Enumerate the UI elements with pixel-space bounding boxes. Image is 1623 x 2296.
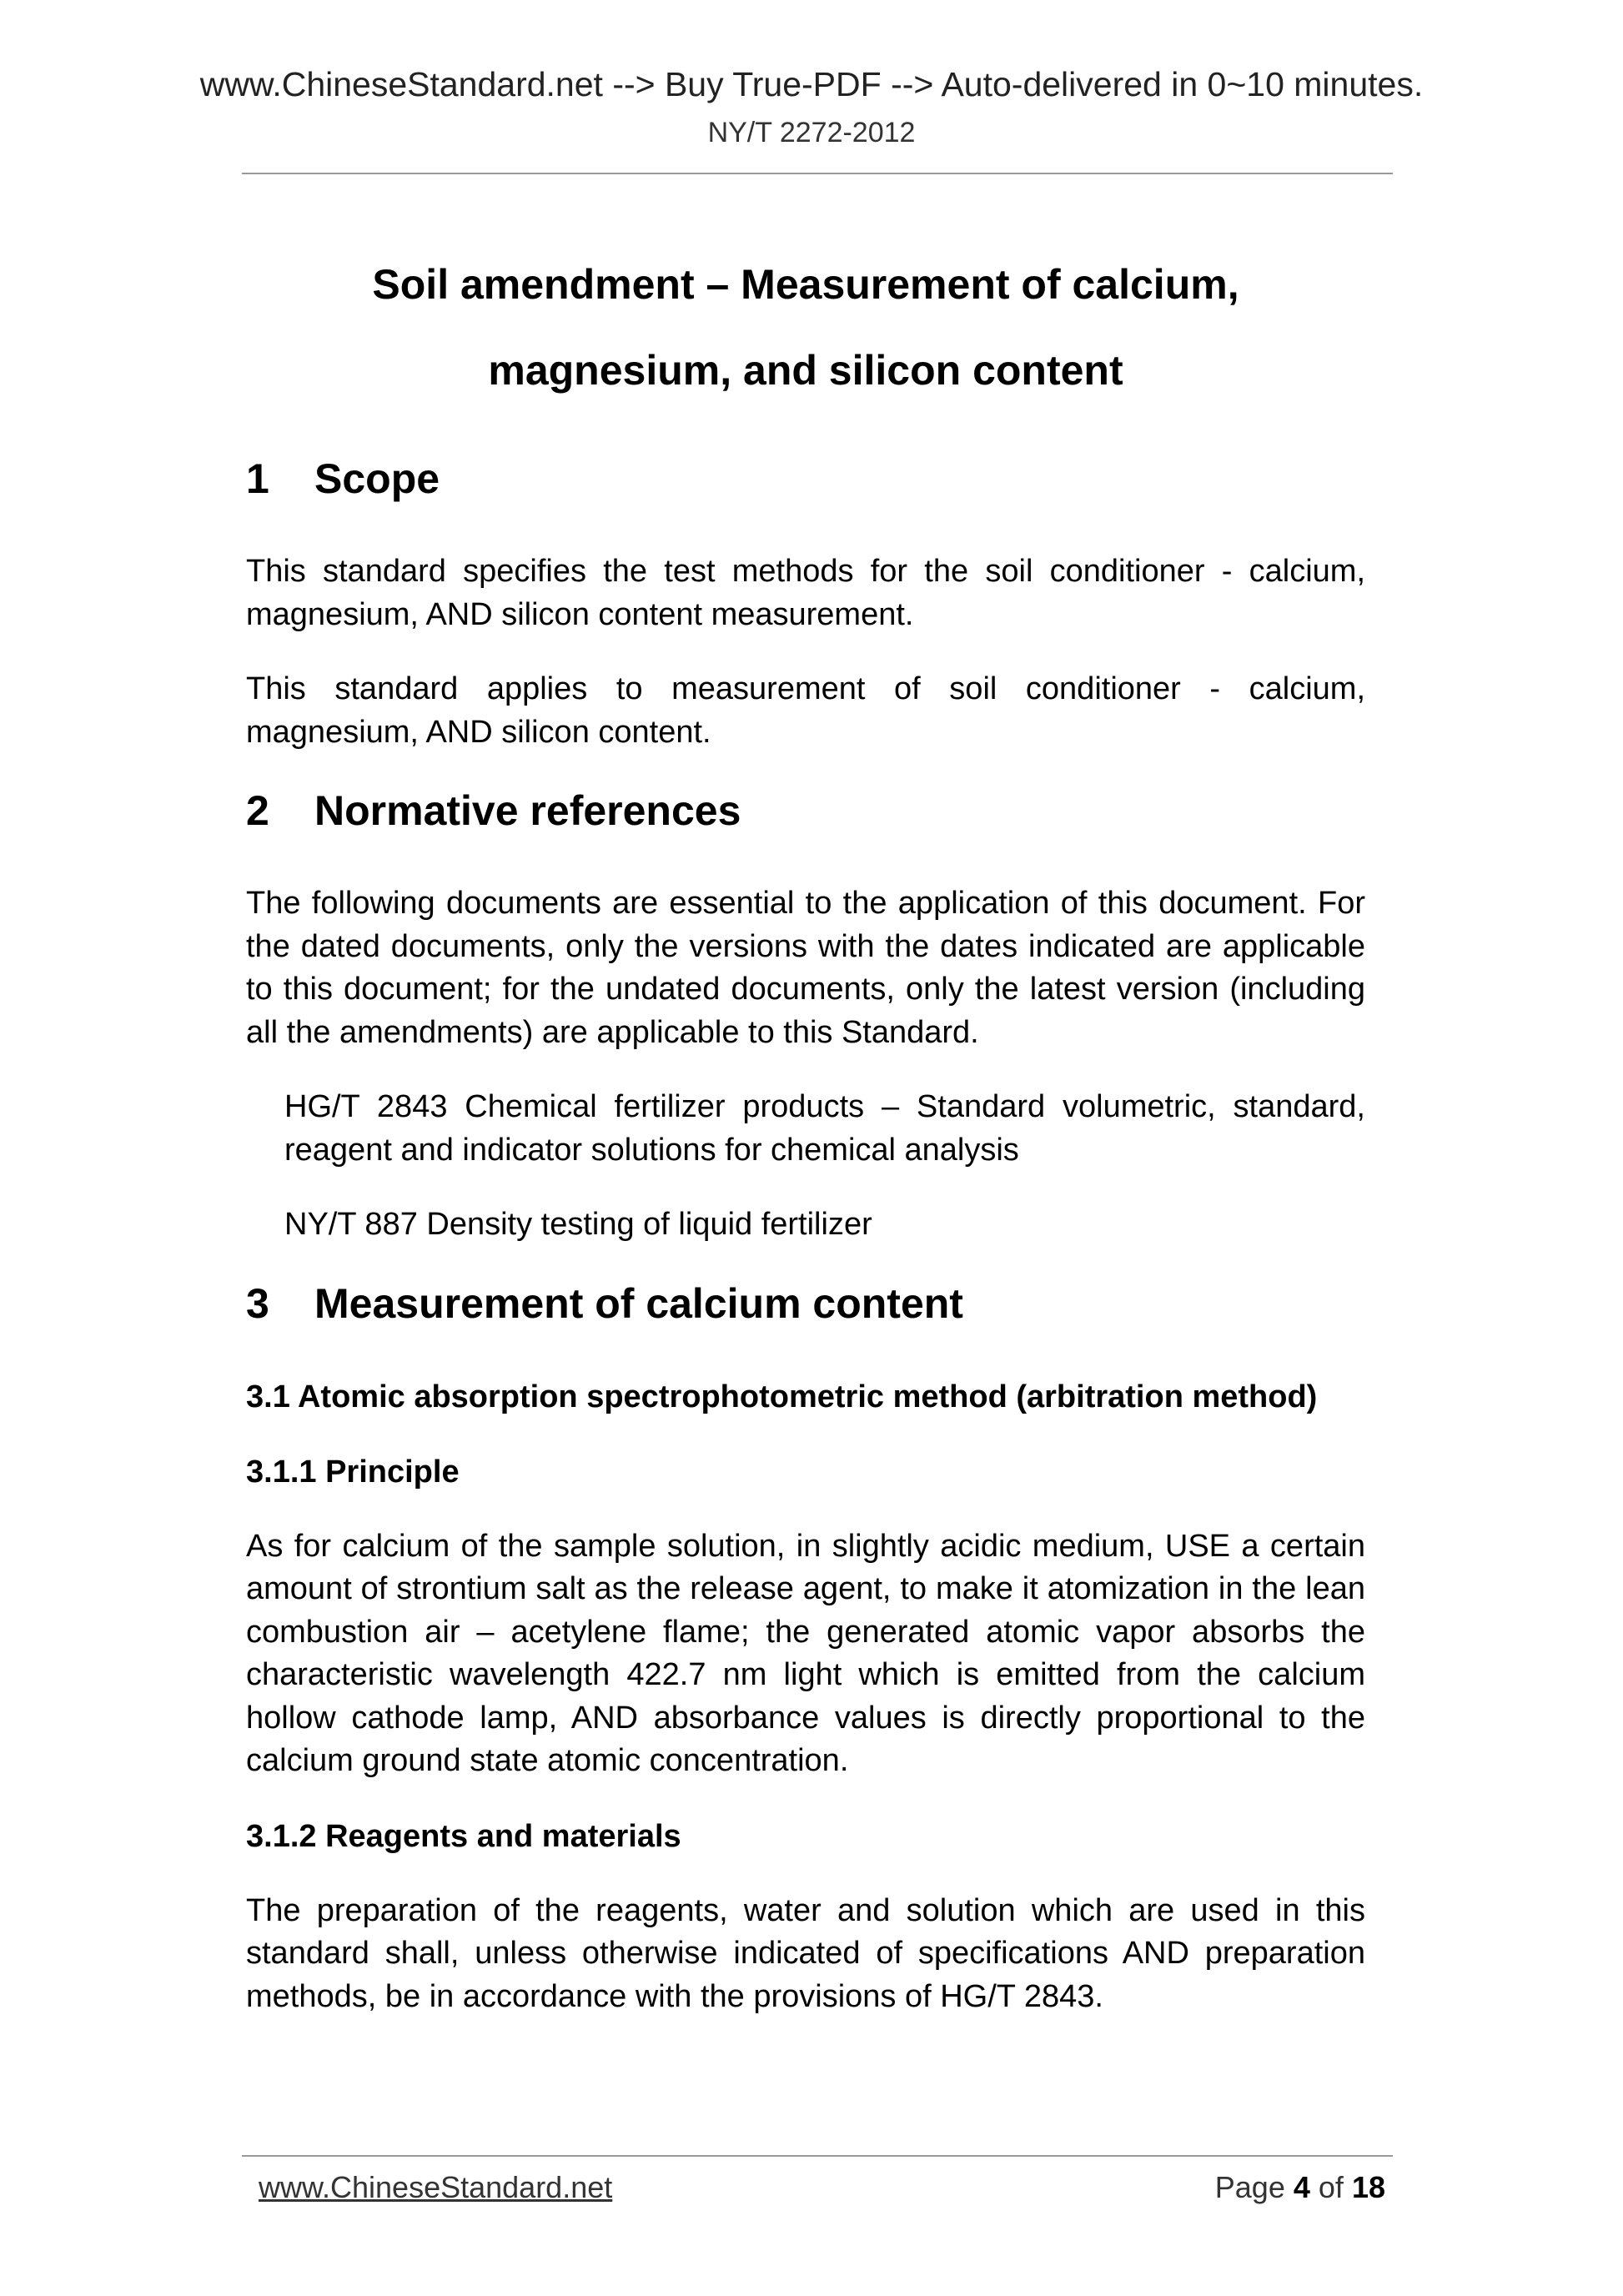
- standard-code: NY/T 2272-2012: [707, 117, 916, 148]
- page-prefix: Page: [1214, 2170, 1285, 2204]
- reference-item: HG/T 2843 Chemical fertilizer products – Standard volumetric, standard, reagent and indicator solutions for chemical analysis: [284, 1089, 1365, 1168]
- references-intro-paragraph: The following documents are essential to the application of this document. For the dated documents, only the versions with the dates indicated are applicable to this document; for the undated documents, only the latest version (including all the amendments) are applicable to this Standard.: [246, 886, 1365, 1050]
- scope-paragraph-1: This standard specifies the test methods for the soil conditioner - calcium, magnesium, AND silicon content measurement.: [246, 554, 1365, 632]
- section-3-heading: [246, 1279, 1365, 1329]
- footer-site-link[interactable]: www.ChineseStandard.net: [259, 2170, 613, 2204]
- document-title-line-1: Soil amendment – Measurement of calcium,: [372, 261, 1239, 308]
- section-title: Normative references: [314, 787, 741, 834]
- page-total: 18: [1351, 2170, 1385, 2204]
- page-of: of: [1318, 2170, 1344, 2204]
- document-title: [246, 242, 1365, 414]
- page-current: 4: [1293, 2170, 1310, 2204]
- reference-item: NY/T 887 Density testing of liquid fertilizer: [284, 1207, 872, 1242]
- section-1-heading: [246, 454, 1365, 504]
- document-title-line-2: magnesium, and silicon content: [488, 347, 1123, 394]
- page-content: [246, 242, 1365, 2050]
- footer-divider: [242, 2155, 1393, 2157]
- section-number: 2: [246, 787, 269, 834]
- reagents-paragraph: The preparation of the reagents, water and solution which are used in this standard shall, unless otherwise indicated of specifications AND preparation methods, be in accordance with the provisions of HG/T 2843.: [246, 1892, 1365, 2014]
- section-2-heading: [246, 786, 1365, 836]
- subsection-heading: 3.1 Atomic absorption spectrophotometric method (arbitration method): [246, 1379, 1318, 1414]
- section-title: Measurement of calcium content: [314, 1279, 963, 1327]
- section-number: 1: [246, 455, 269, 502]
- reagents-heading: 3.1.2 Reagents and materials: [246, 1818, 681, 1854]
- page-indicator: [1215, 2170, 1385, 2205]
- section-title: Scope: [314, 455, 440, 502]
- scope-paragraph-2: This standard applies to measurement of soil conditioner - calcium, magnesium, AND silicon content.: [246, 671, 1365, 750]
- header-divider: [242, 173, 1393, 174]
- principle-paragraph: As for calcium of the sample solution, in slightly acidic medium, USE a certain amount of strontium salt as the release agent, to make it atomization in the lean combustion air – acetylene flame; the generated atomic vapor absorbs the characteristic wavelength 422.7 nm light which is emitted from the calcium hollow cathode lamp, AND absorbance values is directly proportional to the calcium ground state atomic concentration.: [246, 1528, 1365, 1778]
- principle-heading: 3.1.1 Principle: [246, 1454, 460, 1490]
- header-banner: www.ChineseStandard.net --> Buy True-PDF --> Auto-delivered in 0~10 minutes.: [199, 65, 1424, 103]
- section-number: 3: [246, 1279, 269, 1327]
